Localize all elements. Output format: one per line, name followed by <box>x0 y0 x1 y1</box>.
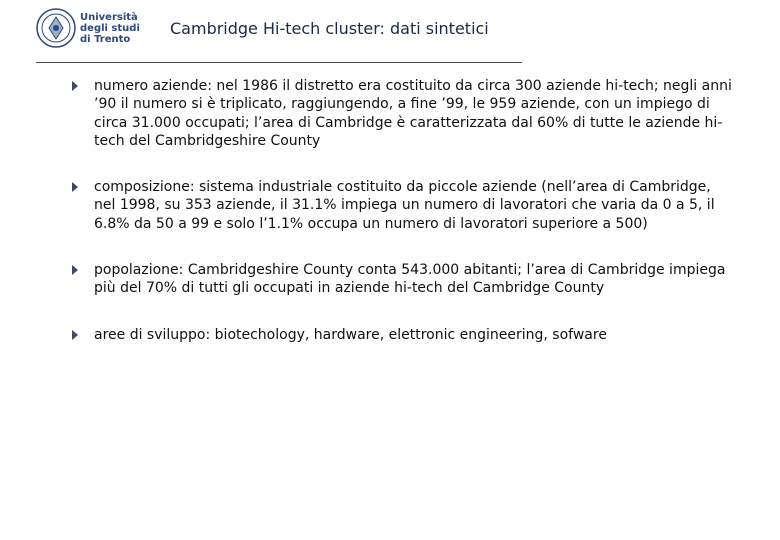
university-logo <box>36 8 140 52</box>
bullet-text: numero aziende: nel 1986 il distretto era costituito da circa 300 aziende hi-tech; negli anni ’90 il numero si è triplicato, raggiungendo, a fine ’99, le 959 aziende, con un impiego di circa 31.000 occupati; l’area di Cambridge è caratterizzata dal 60% di tutte le aziende hi-tech del Cambridgeshire County <box>94 78 732 149</box>
logo-line: Università <box>80 12 138 23</box>
logo-line: di Trento <box>80 34 131 45</box>
bullet-text: composizione: sistema industriale costituito da piccole aziende (nell’area di Cambridge, nel 1998, su 353 aziende, il 31.1% impiega un numero di lavoratori che varia da 0 a 5, il 6.8% da 50 a 99 e solo l’1.1% occupa un numero di lavoratori superiore a 500) <box>94 179 715 232</box>
title-divider <box>36 62 522 63</box>
bullet-item <box>72 178 732 233</box>
slide-header <box>0 0 780 66</box>
bullet-text: aree di sviluppo: biotechology, hardware, elettronic engineering, sofware <box>94 326 607 343</box>
bullet-text: popolazione: Cambridgeshire County conta 543.000 abitanti; l’area di Cambridge impiega più del 70% di tutti gli occupati in aziende hi-tech del Cambridge County <box>94 262 726 297</box>
bullet-list <box>72 77 732 344</box>
logo-line: degli studi <box>80 23 140 34</box>
triangle-bullet-icon <box>72 265 78 275</box>
university-seal-icon <box>36 8 76 48</box>
triangle-bullet-icon <box>72 81 78 91</box>
triangle-bullet-icon <box>72 182 78 192</box>
bullet-item <box>72 77 732 150</box>
logo-wordmark <box>80 12 140 45</box>
bullet-item <box>72 326 732 344</box>
bullet-item <box>72 261 732 298</box>
slide-title: Cambridge Hi-tech cluster: dati sintetici <box>170 19 489 38</box>
triangle-bullet-icon <box>72 330 78 340</box>
